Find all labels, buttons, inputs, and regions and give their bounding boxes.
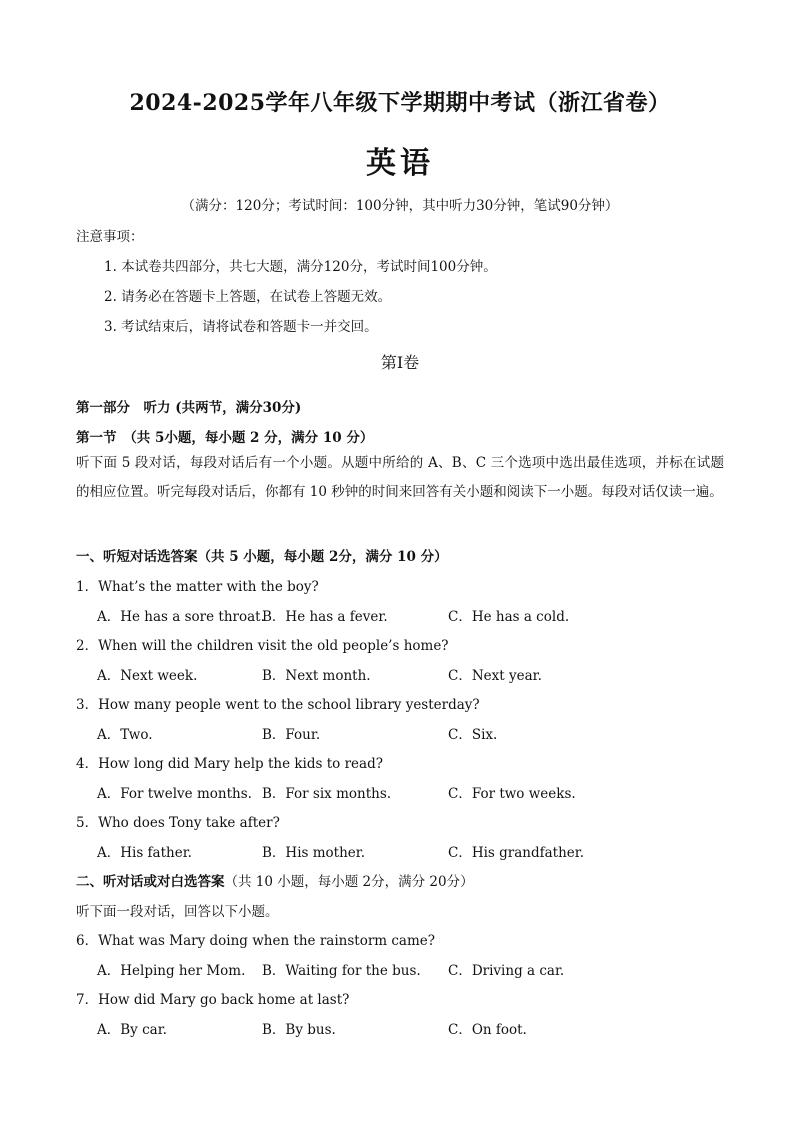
option-c: C．His grandfather. (448, 845, 585, 861)
option-c: C．Six. (448, 727, 498, 743)
question-stem: 4．How long did Mary help the kids to read? (76, 756, 383, 772)
option-a: A．For twelve months. (97, 786, 252, 802)
option-a: A．His father. (97, 845, 192, 861)
option-a: A．By car. (97, 1022, 167, 1038)
option-b: B．His mother. (262, 845, 366, 861)
option-c: C．Next year. (448, 668, 542, 684)
question-stem: 6．What was Mary doing when the rainstorm came? (76, 933, 436, 949)
option-a: A．Two. (97, 727, 153, 743)
question-stem: 3．How many people went to the school library yesterday? (76, 697, 480, 713)
question-stem: 2．When will the children visit the old people’s home? (76, 638, 449, 654)
notice-heading: 注意事项： (76, 229, 144, 245)
option-b: B．By bus. (262, 1022, 336, 1038)
question-stem: 1．What’s the matter with the boy? (76, 579, 319, 595)
option-c: C．Driving a car. (448, 963, 565, 979)
option-a: A．Helping her Mom. (97, 963, 246, 979)
notice-item: 2. 请务必在答题卡上答题，在试卷上答题无效。 (104, 289, 392, 305)
section-one-heading: 一、听短对话选答案（共 5 小题，每小题 2分，满分 10 分） (76, 549, 448, 565)
instructions: 听下面 5 段对话，每段对话后有一个小题。从题中所给的 A、B、C 三个选项中选出最佳选项，并标在试题的相应位置。听完每段对话后，你都有 10 秒钟的时间来回答有关小题和阅读下一小题。每段对话仅读一遍。 (76, 455, 724, 500)
option-a: A．Next week. (97, 668, 198, 684)
question-stem: 7．How did Mary go back home at last? (76, 992, 350, 1008)
section-two-heading (76, 870, 474, 890)
option-b: B．Waiting for the bus. (262, 963, 421, 979)
section-two-heading-rest: （共 10 小题，每小题 2分，满分 20分） (224, 874, 474, 890)
option-a: A．He has a sore throat. (97, 609, 265, 625)
section-two-heading-bold: 二、听对话或对白选答案 (76, 874, 225, 890)
option-c: C．On foot. (448, 1022, 527, 1038)
option-b: B．For six months. (262, 786, 392, 802)
option-c: C．For two weeks. (448, 786, 576, 802)
subject-title: 英语 (366, 146, 434, 181)
exam-info: （满分：120分；考试时间：100分钟，其中听力30分钟，笔试90分钟） (181, 198, 619, 214)
exam-title: 2024-2025学年八年级下学期期中考试（浙江省卷） (129, 90, 671, 116)
section-two-intro: 听下面一段对话，回答以下小题。 (76, 904, 279, 920)
question-stem: 5．Who does Tony take after? (76, 815, 280, 831)
notice-item: 1. 本试卷共四部分，共七大题，满分120分，考试时间100分钟。 (104, 259, 497, 275)
section-heading: 第一节 （共 5小题，每小题 2 分，满分 10 分） (76, 430, 374, 446)
option-b: B．He has a fever. (262, 609, 388, 625)
option-b: B．Next month. (262, 668, 371, 684)
option-b: B．Four. (262, 727, 321, 743)
volume-label: 第I卷 (380, 353, 420, 372)
part-heading: 第一部分 听力 (共两节，满分30分) (76, 400, 302, 416)
option-c: C．He has a cold. (448, 609, 570, 625)
notice-item: 3. 考试结束后，请将试卷和答题卡一并交回。 (104, 319, 378, 335)
